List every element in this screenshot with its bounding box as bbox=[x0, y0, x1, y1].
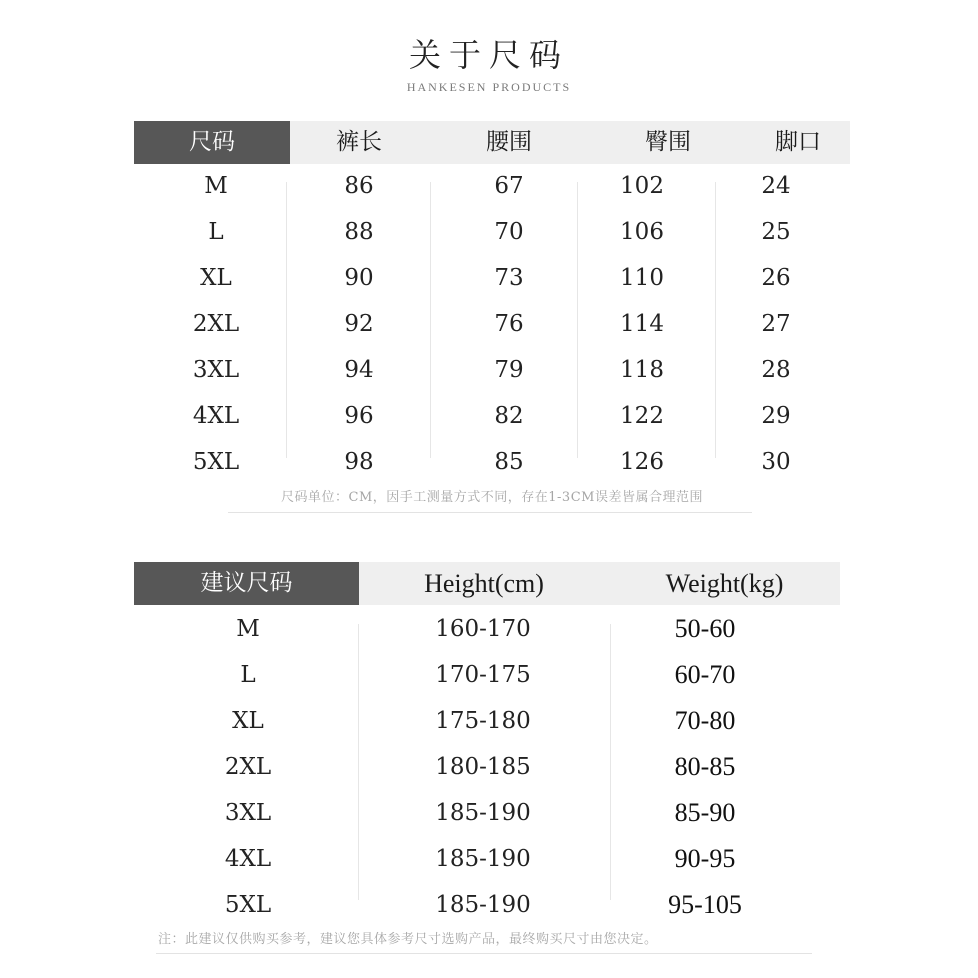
height-cell: 185-190 bbox=[435, 892, 531, 918]
hem-cell: 28 bbox=[761, 357, 791, 383]
recommend-col-header-size: 建议尺码 bbox=[134, 562, 359, 605]
length-cell: 94 bbox=[344, 357, 374, 383]
waist-cell: 85 bbox=[494, 449, 524, 475]
waist-cell: 67 bbox=[494, 173, 524, 199]
table-row bbox=[134, 163, 850, 209]
length-cell: 90 bbox=[344, 265, 374, 291]
hem-cell: 26 bbox=[761, 265, 791, 291]
height-cell: 185-190 bbox=[435, 846, 531, 872]
waist-cell: 82 bbox=[494, 403, 524, 429]
recommend-note-underline bbox=[156, 953, 812, 954]
size-table-header bbox=[134, 121, 850, 164]
table-row bbox=[134, 393, 850, 439]
recommend-size-cell: 5XL bbox=[224, 892, 272, 918]
size-note: 尺码单位：CM，因手工测量方式不同，存在1-3CM误差皆属合理范围 bbox=[281, 490, 703, 505]
hem-cell: 24 bbox=[761, 173, 791, 199]
size-cell: 3XL bbox=[192, 357, 240, 383]
table-row bbox=[134, 255, 850, 301]
size-cell: M bbox=[204, 173, 228, 199]
size-col-header-size: 尺码 bbox=[134, 121, 290, 164]
waist-cell: 70 bbox=[494, 219, 524, 245]
size-cell: 4XL bbox=[192, 403, 240, 429]
hip-cell: 122 bbox=[620, 403, 664, 429]
weight-cell: 60-70 bbox=[674, 660, 736, 689]
recommend-col-header-weight: Weight(kg) bbox=[665, 569, 784, 598]
table-row bbox=[134, 790, 840, 836]
length-cell: 98 bbox=[344, 449, 374, 475]
recommend-size-cell: 2XL bbox=[224, 754, 272, 780]
table-row bbox=[134, 606, 840, 652]
recommend-size-cell: L bbox=[240, 662, 256, 688]
waist-cell: 79 bbox=[494, 357, 524, 383]
size-cell: XL bbox=[200, 265, 232, 291]
page-title: 关于尺码 bbox=[408, 36, 569, 74]
size-table-body bbox=[134, 163, 850, 485]
recommend-size-cell: 3XL bbox=[224, 800, 272, 826]
size-col-header-hip: 臀围 bbox=[645, 129, 691, 155]
table-row bbox=[134, 301, 850, 347]
size-cell: 2XL bbox=[192, 311, 240, 337]
hip-cell: 126 bbox=[620, 449, 664, 475]
hip-cell: 114 bbox=[620, 311, 664, 337]
table-row bbox=[134, 652, 840, 698]
length-cell: 88 bbox=[344, 219, 374, 245]
hem-cell: 25 bbox=[761, 219, 791, 245]
hem-cell: 30 bbox=[761, 449, 791, 475]
table-row bbox=[134, 209, 850, 255]
weight-cell: 85-90 bbox=[674, 798, 736, 827]
weight-cell: 70-80 bbox=[674, 706, 736, 735]
height-cell: 185-190 bbox=[435, 800, 531, 826]
hip-cell: 106 bbox=[620, 219, 664, 245]
recommend-col-header-height: Height(cm) bbox=[424, 569, 544, 598]
size-col-header-waist: 腰围 bbox=[486, 129, 532, 155]
height-cell: 180-185 bbox=[435, 754, 531, 780]
recommend-table-header bbox=[134, 562, 840, 605]
table-row bbox=[134, 744, 840, 790]
table-row bbox=[134, 347, 850, 393]
table-row bbox=[134, 439, 850, 485]
length-cell: 86 bbox=[344, 173, 374, 199]
weight-cell: 80-85 bbox=[674, 752, 736, 781]
recommend-size-cell: XL bbox=[232, 708, 264, 734]
weight-cell: 95-105 bbox=[668, 890, 742, 919]
table-row bbox=[134, 836, 840, 882]
length-cell: 92 bbox=[344, 311, 374, 337]
recommend-size-cell: 4XL bbox=[224, 846, 272, 872]
length-cell: 96 bbox=[344, 403, 374, 429]
waist-cell: 73 bbox=[494, 265, 524, 291]
table-row bbox=[134, 698, 840, 744]
hip-cell: 118 bbox=[620, 357, 664, 383]
table-row bbox=[134, 882, 840, 928]
page-subtitle: HANKESEN PRODUCTS bbox=[406, 80, 572, 94]
size-note-underline bbox=[228, 512, 752, 513]
hem-cell: 27 bbox=[761, 311, 791, 337]
size-cell: L bbox=[208, 219, 224, 245]
height-cell: 170-175 bbox=[435, 662, 531, 688]
hip-cell: 110 bbox=[620, 265, 664, 291]
size-cell: 5XL bbox=[192, 449, 240, 475]
hip-cell: 102 bbox=[620, 173, 664, 199]
height-cell: 160-170 bbox=[435, 616, 531, 642]
waist-cell: 76 bbox=[494, 311, 524, 337]
recommend-size-cell: M bbox=[236, 616, 260, 642]
size-col-header-length: 裤长 bbox=[336, 129, 382, 155]
weight-cell: 50-60 bbox=[674, 614, 736, 643]
hem-cell: 29 bbox=[761, 403, 791, 429]
size-col-header-hem: 脚口 bbox=[775, 129, 821, 155]
recommend-note: 注：此建议仅供购买参考，建议您具体参考尺寸选购产品，最终购买尺寸由您决定。 bbox=[158, 932, 658, 947]
recommend-table-body bbox=[134, 606, 840, 928]
height-cell: 175-180 bbox=[435, 708, 531, 734]
weight-cell: 90-95 bbox=[674, 844, 736, 873]
